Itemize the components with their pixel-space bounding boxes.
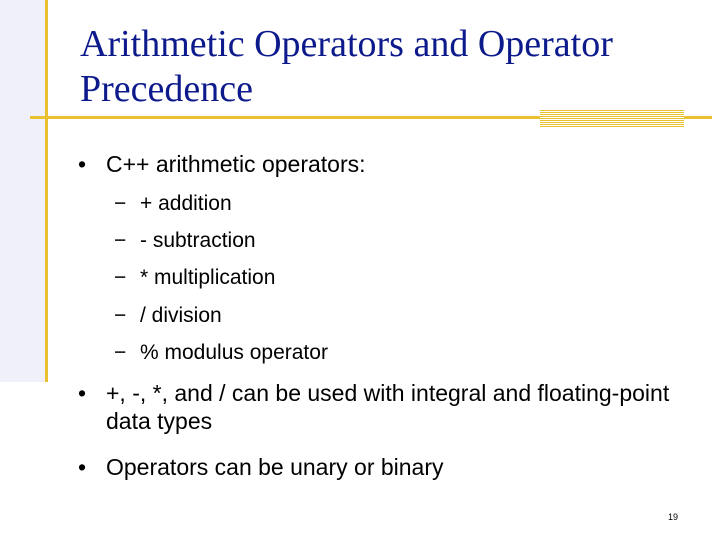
sub-bullet-marker: −: [114, 341, 127, 364]
bullet-marker: •: [78, 454, 87, 480]
bullet-text: Operators can be unary or binary: [106, 454, 444, 480]
sub-bullet-text: - subtraction: [140, 229, 256, 252]
sub-bullet-marker: −: [114, 192, 127, 215]
left-decorative-bar: [0, 0, 48, 382]
bullet-marker: •: [78, 380, 87, 406]
sub-bullet-item: [114, 340, 674, 366]
page-number: 19: [667, 512, 678, 522]
bullet-item: [78, 150, 678, 178]
sub-bullet-marker: −: [114, 229, 127, 252]
bullet-item: [78, 453, 678, 481]
sub-bullet-text: / division: [140, 304, 222, 327]
bullet-marker: •: [78, 151, 87, 177]
sub-bullet-item: [114, 265, 674, 291]
bullet-text: +, -, *, and / can be used with integral and floating-point data types: [106, 380, 670, 434]
sub-bullet-text: * multiplication: [140, 266, 276, 289]
sub-bullet-item: [114, 191, 674, 217]
sub-bullet-item: [114, 303, 674, 329]
bullet-item: [78, 379, 678, 435]
sub-bullet-marker: −: [114, 266, 127, 289]
bullet-text: C++ arithmetic operators:: [106, 151, 366, 177]
sub-bullet-marker: −: [114, 304, 127, 327]
slide-title: Arithmetic Operators and Operator Precedence: [80, 23, 613, 110]
sub-bullet-text: % modulus operator: [140, 341, 328, 364]
sub-bullet-item: [114, 228, 674, 254]
sub-bullet-text: + addition: [140, 192, 232, 215]
title-accent-block: [540, 110, 684, 127]
